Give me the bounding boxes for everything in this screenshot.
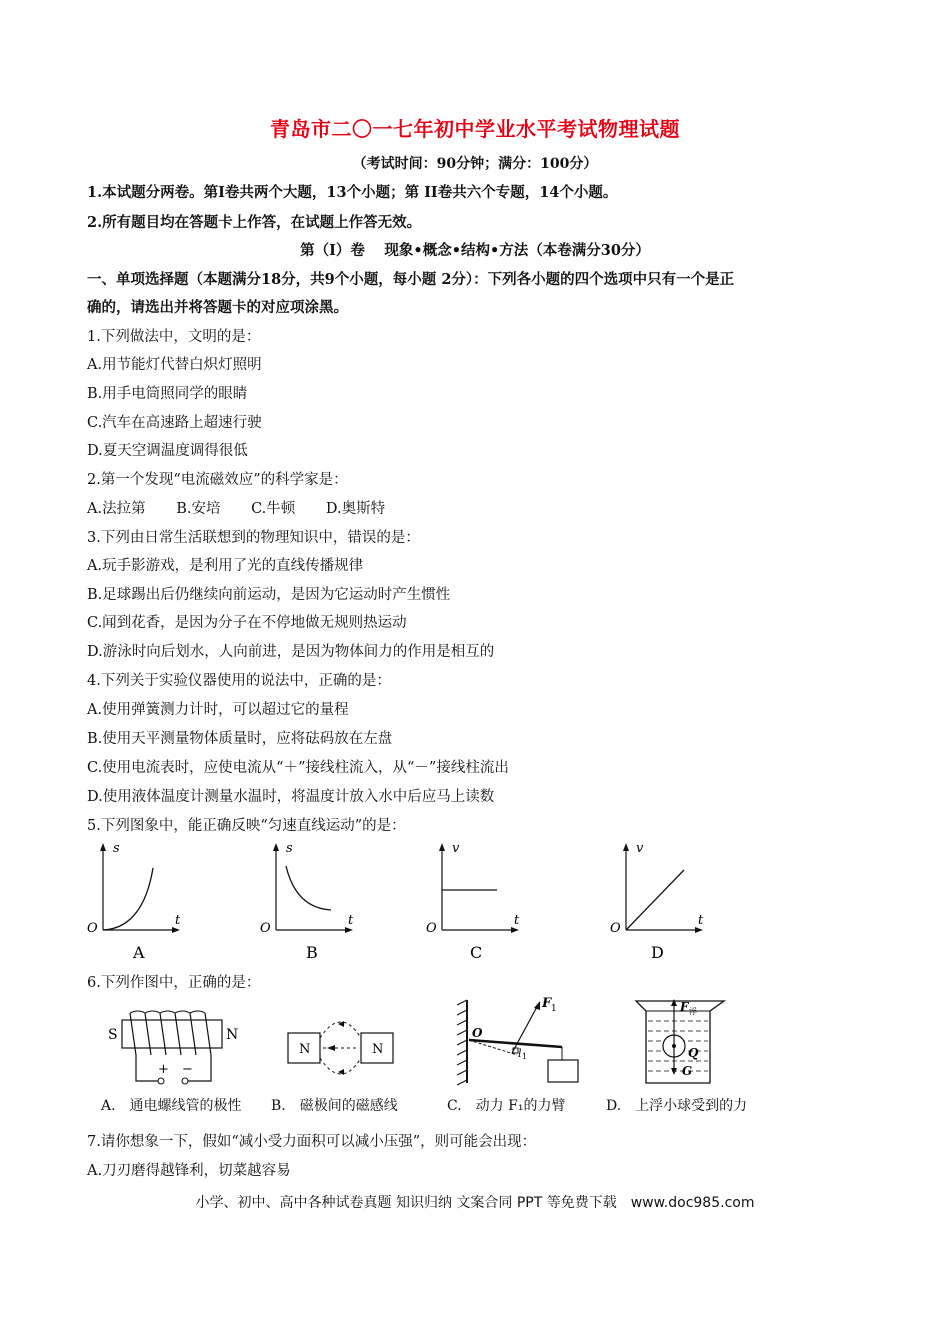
q5-d-origin: O [610, 921, 621, 936]
q6-figure-d-floating-ball [632, 995, 732, 1090]
q5-a-xlabel: t [175, 913, 181, 928]
q2-option-c: C.牛顿 [251, 501, 296, 517]
q5-a-origin: O [87, 921, 98, 936]
q1-option-b: B.用手电筒照同学的眼睛 [87, 386, 248, 402]
q6-c-l-label: l [518, 1047, 522, 1060]
q5-d-xlabel: t [698, 913, 704, 928]
q2-option-d: D.奥斯特 [325, 501, 386, 517]
q2-option-b: B.安培 [176, 501, 221, 517]
q6-figure-b-field-lines [283, 1010, 403, 1085]
q6-c-o-label: O [472, 1026, 483, 1040]
q5-graph-b [256, 838, 366, 968]
q4-option-d: D.使用液体温度计测量水温时，将温度计放入水中后应马上读数 [87, 789, 495, 805]
q1-option-a: A.用节能灯代替白炽灯照明 [87, 357, 262, 373]
q6-d-q-label: Q [688, 1046, 699, 1060]
q2-option-a: A.法拉第 [87, 501, 146, 517]
q5-b-xlabel: t [348, 913, 354, 928]
q5-c-origin: O [426, 921, 437, 936]
q7-option-a: A.刀刃磨得越锋利，切菜越容易 [87, 1163, 291, 1179]
q6-stem: 6.下列作图中，正确的是： [87, 975, 261, 991]
q5-graph-c [422, 838, 532, 968]
q5-graph-d [606, 838, 716, 968]
part1-heading-line2: 确的，请选出并将答题卡的对应项涂黑。 [87, 299, 348, 316]
q2-stem: 2.第一个发现“电流磁效应”的科学家是： [87, 472, 348, 488]
q1-option-d: D.夏天空调温度调得很低 [87, 443, 248, 459]
q4-stem: 4.下列关于实验仪器使用的说法中，正确的是： [87, 673, 391, 689]
section-title: 第（Ⅰ）卷 现象•概念•结构•方法（本卷满分30分） [300, 242, 650, 259]
q5-stem: 5.下列图象中，能正确反映“匀速直线运动”的是： [87, 818, 406, 834]
q5-b-caption: B [306, 943, 318, 962]
q3-stem: 3.下列由日常生活联想到的物理知识中，错误的是： [87, 530, 420, 546]
note-2: 2.所有题目均在答题卡上作答，在试题上作答无效。 [87, 214, 422, 231]
q4-option-b: B.使用天平测量物体质量时，应将砝码放在左盘 [87, 731, 393, 747]
q6-d-g-label: G [682, 1064, 693, 1078]
q4-option-c: C.使用电流表时，应使电流从“＋”接线柱流入，从“－”接线柱流出 [87, 760, 509, 776]
q3-option-c: C.闻到花香，是因为分子在不停地做无规则热运动 [87, 615, 407, 631]
q6-d-f-sub: 浮 [689, 1007, 697, 1016]
q6-caption-b: B. 磁极间的磁感线 [271, 1098, 398, 1114]
q6-b-n1-label: N [299, 1042, 311, 1057]
q7-stem: 7.请你想象一下，假如“减小受力面积可以减小压强”，则可能会出现： [87, 1134, 537, 1150]
q6-c-f-label: F [542, 996, 552, 1011]
q5-graph-a [83, 838, 193, 968]
q6-c-l-sub: 1 [522, 1052, 528, 1061]
q5-a-caption: A [133, 943, 145, 962]
footer-ad: 小学、初中、高中各种试卷真题 知识归纳 文案合同 PPT 等免费下载 www.doc985.com [195, 1195, 755, 1211]
q5-b-ylabel: s [286, 841, 293, 856]
q6-c-f-sub: 1 [551, 1004, 557, 1014]
q5-c-xlabel: t [514, 913, 520, 928]
q6-a-minus-label: − [182, 1062, 193, 1077]
q5-d-caption: D [651, 943, 664, 962]
part1-heading-line1: 一、单项选择题（本题满分18分，共9个小题，每小题 2分）：下列各小题的四个选项中只有一个是正 [87, 271, 735, 288]
q5-d-ylabel: v [636, 841, 644, 856]
q4-option-a: A.使用弹簧测力计时，可以超过它的量程 [87, 702, 349, 718]
q5-c-ylabel: v [452, 841, 460, 856]
q6-caption-d: D. 上浮小球受到的力 [606, 1098, 748, 1114]
note-1: 1.本试题分两卷。第Ⅰ卷共两个大题，13个小题；第 II卷共六个专题，14个小题。 [87, 184, 618, 201]
q6-caption-a: A. 通电螺线管的极性 [101, 1098, 242, 1114]
q3-option-a: A.玩手影游戏，是利用了光的直线传播规律 [87, 558, 364, 574]
page-title: 青岛市二〇一七年初中学业水平考试物理试题 [270, 117, 680, 141]
q5-c-caption: C [470, 943, 483, 962]
q5-b-origin: O [260, 921, 271, 936]
q6-b-n2-label: N [372, 1042, 384, 1057]
q3-option-d: D.游泳时向后划水，人向前进，是因为物体间力的作用是相互的 [87, 644, 495, 660]
q6-figure-a-solenoid [100, 1005, 250, 1090]
q6-caption-c: C. 动力 F₁的力臂 [447, 1098, 566, 1114]
q3-option-b: B.足球踢出后仍继续向前运动，是因为它运动时产生惯性 [87, 587, 451, 603]
q6-figure-c-lever [452, 995, 592, 1090]
q6-a-plus-label: + [158, 1062, 169, 1077]
q6-d-f-label: F [680, 1000, 689, 1014]
exam-info: （考试时间：90分钟；满分：100分） [352, 156, 598, 172]
q1-stem: 1.下列做法中，文明的是： [87, 329, 261, 345]
q5-a-ylabel: s [113, 841, 120, 856]
q6-a-s-label: S [108, 1027, 118, 1043]
q6-a-n-label: N [226, 1027, 239, 1043]
q1-option-c: C.汽车在高速路上超速行驶 [87, 415, 262, 431]
q2-options [87, 497, 411, 518]
